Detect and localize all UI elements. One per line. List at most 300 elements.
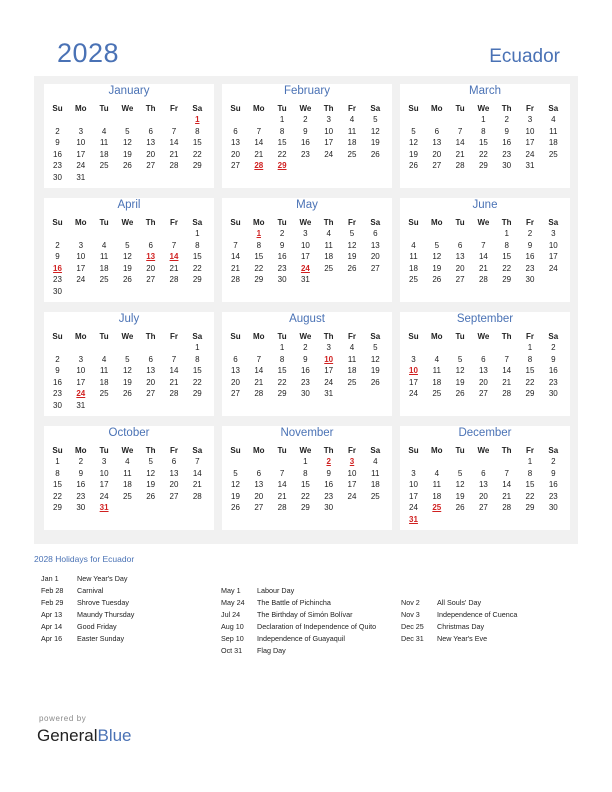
day-cell: 7 xyxy=(171,126,177,136)
day-cell: 17 xyxy=(99,480,109,489)
day-cell: 6 xyxy=(233,354,238,364)
weekday-header: Mo xyxy=(431,446,443,455)
day-cell: 12 xyxy=(409,138,418,147)
day-cell: 19 xyxy=(455,491,465,501)
holiday-name: Declaration of Independence of Quito xyxy=(257,622,377,631)
day-cell: 24 xyxy=(76,275,86,284)
day-cell: 30 xyxy=(277,275,287,284)
holiday-name: Good Friday xyxy=(77,622,117,631)
day-cell: 18 xyxy=(324,252,334,261)
day-cell: 13 xyxy=(169,468,179,478)
day-cell: 7 xyxy=(171,354,177,364)
month-title: November xyxy=(280,427,334,439)
weekday-header: Th xyxy=(145,446,156,455)
day-cell: 22 xyxy=(192,263,202,273)
day-cell: 1 xyxy=(279,343,285,352)
day-cell: 9 xyxy=(527,240,533,250)
day-cell: 27 xyxy=(231,389,240,398)
day-cell: 2 xyxy=(78,457,84,466)
day-cell: 17 xyxy=(76,377,86,387)
day-cell: 21 xyxy=(277,491,287,501)
weekday-header: Fr xyxy=(170,332,178,341)
day-cell: 8 xyxy=(303,468,308,478)
weekday-header: Th xyxy=(145,218,156,227)
weekday-header: Fr xyxy=(170,446,178,455)
day-cell: 29 xyxy=(502,275,512,284)
day-cell: 22 xyxy=(502,263,512,273)
day-cell: 7 xyxy=(256,354,262,364)
day-cell: 24 xyxy=(99,491,109,501)
day-cell: 17 xyxy=(300,252,310,261)
weekday-header: Th xyxy=(501,332,512,341)
day-cell: 3 xyxy=(303,229,308,238)
holiday-day: 1 xyxy=(195,115,200,124)
day-cell: 16 xyxy=(300,366,310,375)
day-cell: 21 xyxy=(231,263,240,273)
weekday-header: Tu xyxy=(99,218,109,227)
day-cell: 6 xyxy=(481,468,486,478)
day-cell: 15 xyxy=(525,366,535,375)
day-cell: 23 xyxy=(277,263,287,273)
weekday-header: Mo xyxy=(431,332,443,341)
day-cell: 10 xyxy=(347,468,357,478)
day-cell: 9 xyxy=(303,354,308,364)
brand-blue: Blue xyxy=(97,726,132,745)
day-cell: 11 xyxy=(432,366,441,375)
day-cell: 1 xyxy=(195,343,200,352)
day-cell: 14 xyxy=(502,366,512,375)
day-cell: 11 xyxy=(432,480,441,489)
day-cell: 6 xyxy=(373,229,378,238)
day-cell: 16 xyxy=(548,366,558,375)
day-cell: 30 xyxy=(53,400,62,410)
weekday-header: Sa xyxy=(192,104,203,113)
day-cell: 15 xyxy=(192,252,202,261)
day-cell: 19 xyxy=(122,263,132,273)
day-cell: 22 xyxy=(525,491,535,501)
day-cell: 26 xyxy=(409,161,418,170)
day-cell: 25 xyxy=(370,491,380,501)
weekday-header: Th xyxy=(145,104,156,113)
day-cell: 8 xyxy=(256,240,262,250)
weekday-header: Sa xyxy=(370,218,381,227)
day-cell: 27 xyxy=(478,389,488,398)
day-cell: 30 xyxy=(53,172,62,182)
weekday-header: We xyxy=(299,218,312,227)
day-cell: 6 xyxy=(457,240,463,250)
day-cell: 8 xyxy=(481,126,486,136)
day-cell: 14 xyxy=(478,252,488,261)
day-cell: 2 xyxy=(303,115,308,124)
weekday-header: Fr xyxy=(526,446,534,455)
day-cell: 3 xyxy=(551,229,556,238)
weekday-header: Sa xyxy=(548,218,559,227)
day-cell: 9 xyxy=(279,240,285,250)
holiday-date: Jan 1 xyxy=(41,574,59,583)
weekday-header: We xyxy=(477,218,490,227)
day-cell: 8 xyxy=(55,468,60,478)
day-cell: 15 xyxy=(53,480,62,489)
day-cell: 8 xyxy=(504,240,509,250)
weekday-header: Tu xyxy=(455,332,465,341)
brand-general: General xyxy=(37,726,98,745)
weekday-header: We xyxy=(477,104,490,113)
day-cell: 3 xyxy=(411,468,416,478)
holiday-day: 10 xyxy=(324,354,334,364)
day-cell: 25 xyxy=(432,389,442,398)
weekday-header: Mo xyxy=(75,446,87,455)
day-cell: 4 xyxy=(349,115,355,124)
day-cell: 10 xyxy=(99,468,109,478)
day-cell: 30 xyxy=(502,161,512,170)
day-cell: 26 xyxy=(231,503,240,512)
month-title: August xyxy=(289,313,325,325)
day-cell: 28 xyxy=(254,389,264,398)
day-cell: 15 xyxy=(192,138,202,147)
day-cell: 25 xyxy=(548,149,558,159)
day-cell: 18 xyxy=(432,491,442,501)
holiday-date: Jul 24 xyxy=(221,610,241,619)
day-cell: 3 xyxy=(326,343,331,352)
day-cell: 25 xyxy=(99,275,109,284)
weekday-header: Sa xyxy=(370,104,381,113)
day-cell: 17 xyxy=(324,366,334,375)
day-cell: 22 xyxy=(525,377,535,387)
day-cell: 21 xyxy=(455,149,465,159)
day-cell: 7 xyxy=(504,354,509,364)
holiday-date: Sep 10 xyxy=(221,634,244,643)
weekday-header: Sa xyxy=(192,446,203,455)
day-cell: 26 xyxy=(455,503,465,512)
day-cell: 24 xyxy=(324,377,334,387)
weekday-header: Tu xyxy=(455,218,465,227)
day-cell: 19 xyxy=(455,377,465,387)
day-cell: 20 xyxy=(370,252,380,261)
day-cell: 5 xyxy=(457,354,463,364)
day-cell: 10 xyxy=(300,240,310,250)
day-cell: 2 xyxy=(279,229,285,238)
month-august xyxy=(222,312,392,416)
day-cell: 18 xyxy=(432,377,442,387)
day-cell: 11 xyxy=(99,366,109,375)
month-may xyxy=(222,198,392,302)
day-cell: 17 xyxy=(324,138,334,147)
day-cell: 29 xyxy=(53,503,62,512)
day-cell: 5 xyxy=(411,126,416,136)
day-cell: 18 xyxy=(370,480,380,489)
day-cell: 28 xyxy=(169,161,179,170)
day-cell: 4 xyxy=(551,115,556,124)
day-cell: 20 xyxy=(169,480,179,489)
day-cell: 25 xyxy=(409,275,418,284)
day-cell: 12 xyxy=(347,240,357,250)
day-cell: 2 xyxy=(527,229,533,238)
day-cell: 21 xyxy=(192,480,202,489)
weekday-header: Th xyxy=(145,332,156,341)
day-cell: 12 xyxy=(370,354,380,364)
day-cell: 6 xyxy=(256,468,262,478)
day-cell: 13 xyxy=(231,366,240,375)
day-cell: 11 xyxy=(549,126,558,136)
weekday-header: Fr xyxy=(348,446,356,455)
day-cell: 9 xyxy=(504,126,509,136)
weekday-header: Fr xyxy=(170,218,178,227)
day-cell: 24 xyxy=(548,263,558,273)
day-cell: 6 xyxy=(481,354,486,364)
day-cell: 7 xyxy=(504,468,509,478)
day-cell: 30 xyxy=(525,275,535,284)
month-september xyxy=(400,312,570,416)
day-cell: 23 xyxy=(300,377,310,387)
day-cell: 19 xyxy=(432,263,442,273)
day-cell: 20 xyxy=(146,377,156,387)
day-cell: 23 xyxy=(53,275,62,284)
day-cell: 3 xyxy=(326,115,331,124)
day-cell: 21 xyxy=(169,377,179,387)
holiday-date: Feb 28 xyxy=(41,586,64,595)
day-cell: 9 xyxy=(551,354,556,364)
day-cell: 28 xyxy=(169,389,179,398)
day-cell: 4 xyxy=(125,457,130,466)
day-cell: 27 xyxy=(231,161,240,170)
day-cell: 4 xyxy=(411,240,416,250)
day-cell: 30 xyxy=(324,503,334,512)
day-cell: 8 xyxy=(527,468,533,478)
day-cell: 26 xyxy=(347,263,357,273)
day-cell: 5 xyxy=(434,240,440,250)
day-cell: 16 xyxy=(300,138,310,147)
day-cell: 29 xyxy=(192,275,202,284)
holiday-day: 24 xyxy=(300,263,310,273)
day-cell: 31 xyxy=(76,400,86,410)
weekday-header: Th xyxy=(501,104,512,113)
day-cell: 16 xyxy=(525,252,535,261)
day-cell: 10 xyxy=(409,480,418,489)
weekday-header: Fr xyxy=(526,218,534,227)
weekday-header: Su xyxy=(52,104,63,113)
day-cell: 27 xyxy=(370,263,380,273)
day-cell: 13 xyxy=(432,138,442,147)
weekday-header: Th xyxy=(323,218,334,227)
country-title: Ecuador xyxy=(489,46,560,67)
month-title: September xyxy=(456,313,514,325)
day-cell: 12 xyxy=(122,366,132,375)
day-cell: 14 xyxy=(455,138,465,147)
day-cell: 28 xyxy=(169,275,179,284)
weekday-header: Mo xyxy=(431,104,443,113)
day-cell: 8 xyxy=(195,354,200,364)
holiday-date: Dec 25 xyxy=(401,622,424,631)
day-cell: 18 xyxy=(99,263,109,273)
day-cell: 28 xyxy=(231,275,240,284)
day-cell: 13 xyxy=(455,252,465,261)
day-cell: 21 xyxy=(254,149,264,159)
day-cell: 21 xyxy=(478,263,488,273)
day-cell: 19 xyxy=(146,480,156,489)
weekday-header: We xyxy=(121,218,134,227)
holiday-day: 14 xyxy=(169,252,179,261)
day-cell: 22 xyxy=(192,149,202,159)
day-cell: 18 xyxy=(122,480,132,489)
month-june xyxy=(400,198,570,302)
day-cell: 1 xyxy=(195,229,200,238)
day-cell: 13 xyxy=(146,138,156,147)
day-cell: 11 xyxy=(409,252,418,261)
day-cell: 13 xyxy=(370,240,380,250)
day-cell: 7 xyxy=(195,457,200,466)
weekday-header: Su xyxy=(408,104,419,113)
day-cell: 22 xyxy=(53,491,62,501)
holiday-date: Oct 31 xyxy=(221,646,243,655)
month-title: February xyxy=(283,85,331,97)
day-cell: 10 xyxy=(76,252,86,261)
day-cell: 17 xyxy=(409,491,418,501)
holiday-day: 28 xyxy=(254,161,264,170)
day-cell: 19 xyxy=(370,138,380,147)
weekday-header: Mo xyxy=(253,446,265,455)
holiday-name: Flag Day xyxy=(257,646,286,655)
weekday-header: Su xyxy=(408,446,419,455)
holiday-name: Maundy Thursday xyxy=(77,610,135,619)
day-cell: 28 xyxy=(192,491,202,501)
day-cell: 3 xyxy=(411,354,416,364)
day-cell: 8 xyxy=(195,126,200,136)
day-cell: 4 xyxy=(101,126,107,136)
day-cell: 18 xyxy=(548,138,558,147)
day-cell: 19 xyxy=(370,366,380,375)
day-cell: 4 xyxy=(326,229,331,238)
day-cell: 5 xyxy=(125,354,130,364)
day-cell: 30 xyxy=(76,503,86,512)
day-cell: 4 xyxy=(434,354,440,364)
day-cell: 5 xyxy=(148,457,153,466)
day-cell: 21 xyxy=(254,377,264,387)
day-cell: 6 xyxy=(148,354,153,364)
day-cell: 30 xyxy=(300,389,310,398)
weekday-header: Th xyxy=(501,446,512,455)
holiday-name: Labour Day xyxy=(257,586,295,595)
day-cell: 12 xyxy=(122,252,132,261)
day-cell: 5 xyxy=(373,343,378,352)
weekday-header: Mo xyxy=(75,332,87,341)
day-cell: 23 xyxy=(53,161,62,170)
day-cell: 2 xyxy=(55,240,60,250)
day-cell: 26 xyxy=(432,275,442,284)
weekday-header: Mo xyxy=(75,218,87,227)
day-cell: 22 xyxy=(478,149,488,159)
day-cell: 21 xyxy=(502,377,512,387)
day-cell: 15 xyxy=(525,480,535,489)
weekday-header: Fr xyxy=(348,104,356,113)
day-cell: 16 xyxy=(277,252,287,261)
day-cell: 13 xyxy=(478,366,488,375)
day-cell: 1 xyxy=(481,115,486,124)
day-cell: 26 xyxy=(122,161,132,170)
month-title: December xyxy=(458,427,512,439)
day-cell: 9 xyxy=(55,252,60,261)
day-cell: 9 xyxy=(303,126,308,136)
weekday-header: Mo xyxy=(431,218,443,227)
day-cell: 8 xyxy=(195,240,200,250)
day-cell: 24 xyxy=(324,149,334,159)
generalblue-logo[interactable] xyxy=(37,726,132,746)
day-cell: 4 xyxy=(373,457,378,466)
day-cell: 28 xyxy=(277,503,287,512)
day-cell: 9 xyxy=(55,138,60,147)
month-october xyxy=(44,426,214,530)
day-cell: 26 xyxy=(146,491,156,501)
weekday-header: Su xyxy=(408,218,419,227)
day-cell: 1 xyxy=(527,457,533,466)
day-cell: 23 xyxy=(502,149,512,159)
day-cell: 2 xyxy=(551,343,556,352)
day-cell: 26 xyxy=(370,377,380,387)
day-cell: 31 xyxy=(300,275,310,284)
holiday-day: 1 xyxy=(256,229,262,238)
day-cell: 29 xyxy=(192,389,202,398)
day-cell: 6 xyxy=(434,126,440,136)
weekday-header: Sa xyxy=(548,104,559,113)
holiday-name: New Year's Eve xyxy=(437,634,488,643)
month-title: October xyxy=(108,427,150,439)
day-cell: 23 xyxy=(53,389,62,398)
weekday-header: Su xyxy=(52,446,63,455)
weekday-header: We xyxy=(121,446,134,455)
weekday-header: Su xyxy=(408,332,419,341)
weekday-header: We xyxy=(299,446,312,455)
day-cell: 2 xyxy=(55,126,60,136)
day-cell: 12 xyxy=(146,468,156,478)
weekday-header: Tu xyxy=(99,332,109,341)
day-cell: 27 xyxy=(146,275,156,284)
day-cell: 15 xyxy=(192,366,202,375)
day-cell: 14 xyxy=(254,366,264,375)
day-cell: 30 xyxy=(548,503,558,512)
day-cell: 10 xyxy=(548,240,558,250)
holiday-date: May 24 xyxy=(221,598,245,607)
day-cell: 13 xyxy=(254,480,264,489)
weekday-header: Tu xyxy=(277,446,287,455)
day-cell: 25 xyxy=(99,161,109,170)
holiday-name: All Souls' Day xyxy=(437,598,482,607)
day-cell: 16 xyxy=(76,480,86,489)
day-cell: 3 xyxy=(78,126,84,136)
month-title: May xyxy=(296,199,318,211)
day-cell: 11 xyxy=(347,354,357,364)
day-cell: 14 xyxy=(169,138,179,147)
day-cell: 25 xyxy=(99,389,109,398)
weekday-header: Su xyxy=(230,446,241,455)
day-cell: 26 xyxy=(122,275,132,284)
day-cell: 23 xyxy=(76,491,86,501)
weekday-header: Fr xyxy=(170,104,178,113)
weekday-header: Th xyxy=(323,104,334,113)
day-cell: 29 xyxy=(277,389,287,398)
day-cell: 4 xyxy=(349,343,355,352)
year-title: 2028 xyxy=(57,38,120,68)
day-cell: 13 xyxy=(231,138,240,147)
holiday-date: Apr 14 xyxy=(41,622,63,631)
weekday-header: Su xyxy=(52,218,63,227)
day-cell: 20 xyxy=(231,377,240,387)
day-cell: 9 xyxy=(78,468,84,478)
day-cell: 7 xyxy=(279,468,285,478)
weekday-header: Fr xyxy=(348,218,356,227)
day-cell: 7 xyxy=(481,240,486,250)
month-title: July xyxy=(118,313,140,325)
day-cell: 10 xyxy=(76,138,86,147)
day-cell: 31 xyxy=(76,172,86,182)
